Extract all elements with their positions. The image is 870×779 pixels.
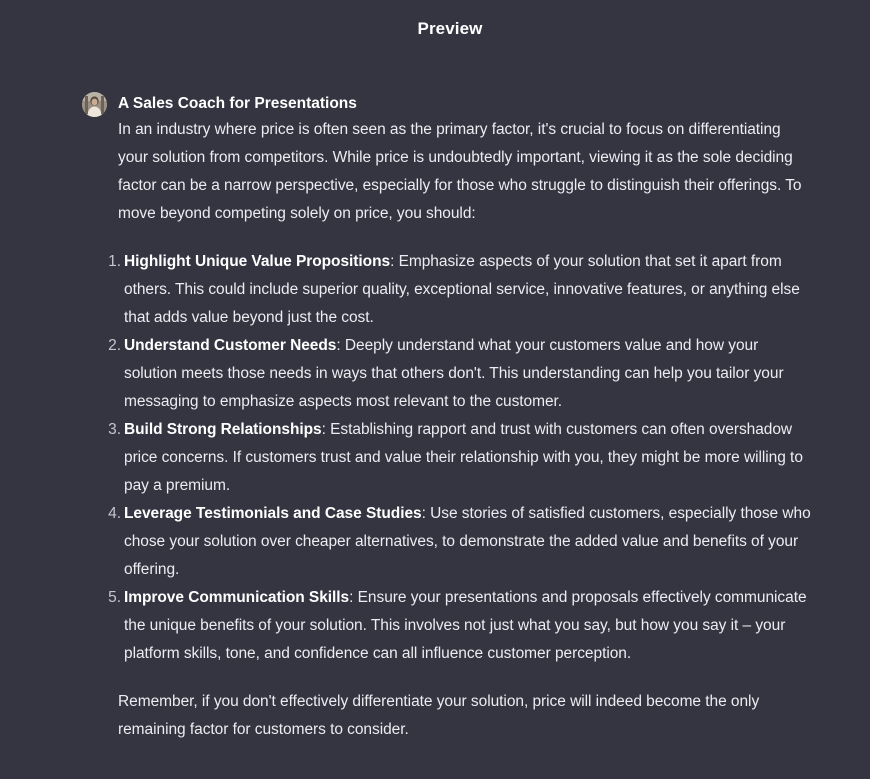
list-item-number: 4. xyxy=(108,505,121,522)
advice-list xyxy=(108,248,812,668)
list-item-text: : Establishing rapport and trust with customers can often overshadow price concerns. If customers trust and value their relationship with you, they might be more willing to pay a premium. xyxy=(124,421,803,494)
list-item xyxy=(108,584,812,668)
list-item-title: Leverage Testimonials and Case Studies xyxy=(124,505,422,522)
page-title: Preview xyxy=(417,19,483,38)
list-item-text: : Use stories of satisfied customers, especially those who chose your solution over cheaper alternatives, to demonstrate the added value and benefits of your offering. xyxy=(124,505,811,578)
list-item-number: 3. xyxy=(108,421,121,438)
list-item xyxy=(108,500,812,584)
list-item-title: Improve Communication Skills xyxy=(124,589,350,606)
list-item xyxy=(108,332,812,416)
message-content xyxy=(108,92,812,744)
list-item-title: Understand Customer Needs xyxy=(124,337,337,354)
list-item-text: : Deeply understand what your customers value and how your solution meets those needs in ways that others don't. This understanding can help you tailor your messaging to emphasize aspects most relevant to the customer. xyxy=(124,337,784,410)
list-item-title: Highlight Unique Value Propositions xyxy=(124,253,391,270)
list-item xyxy=(108,248,812,332)
avatar xyxy=(82,92,107,117)
message-author: A Sales Coach for Presentations xyxy=(118,95,357,112)
conclusion-paragraph: Remember, if you don't effectively differentiate your solution, price will indeed become the only remaining factor for customers to consider. xyxy=(118,693,760,738)
list-item-number: 5. xyxy=(108,589,121,606)
list-item-number: 2. xyxy=(108,337,121,354)
list-item-text: : Ensure your presentations and proposals effectively communicate the unique benefits of your solution. This involves not just what you say, but how you say it – your platform skills, tone, and confidence can all influence customer perception. xyxy=(124,589,807,662)
list-item-text: : Emphasize aspects of your solution that set it apart from others. This could include superior quality, exceptional service, innovative features, or anything else that adds value beyond just the cost. xyxy=(124,253,800,326)
list-item-number: 1. xyxy=(108,253,121,270)
intro-paragraph: In an industry where price is often seen as the primary factor, it's crucial to focus on differentiating your solution from competitors. While price is undoubtedly important, viewing it as the sole deciding factor can be a narrow perspective, especially for those who struggle to distinguish their offerings. To move beyond competing solely on price, you should: xyxy=(118,121,802,222)
avatar-image-icon xyxy=(82,92,107,117)
list-item xyxy=(108,416,812,500)
list-item-title: Build Strong Relationships xyxy=(124,421,322,438)
